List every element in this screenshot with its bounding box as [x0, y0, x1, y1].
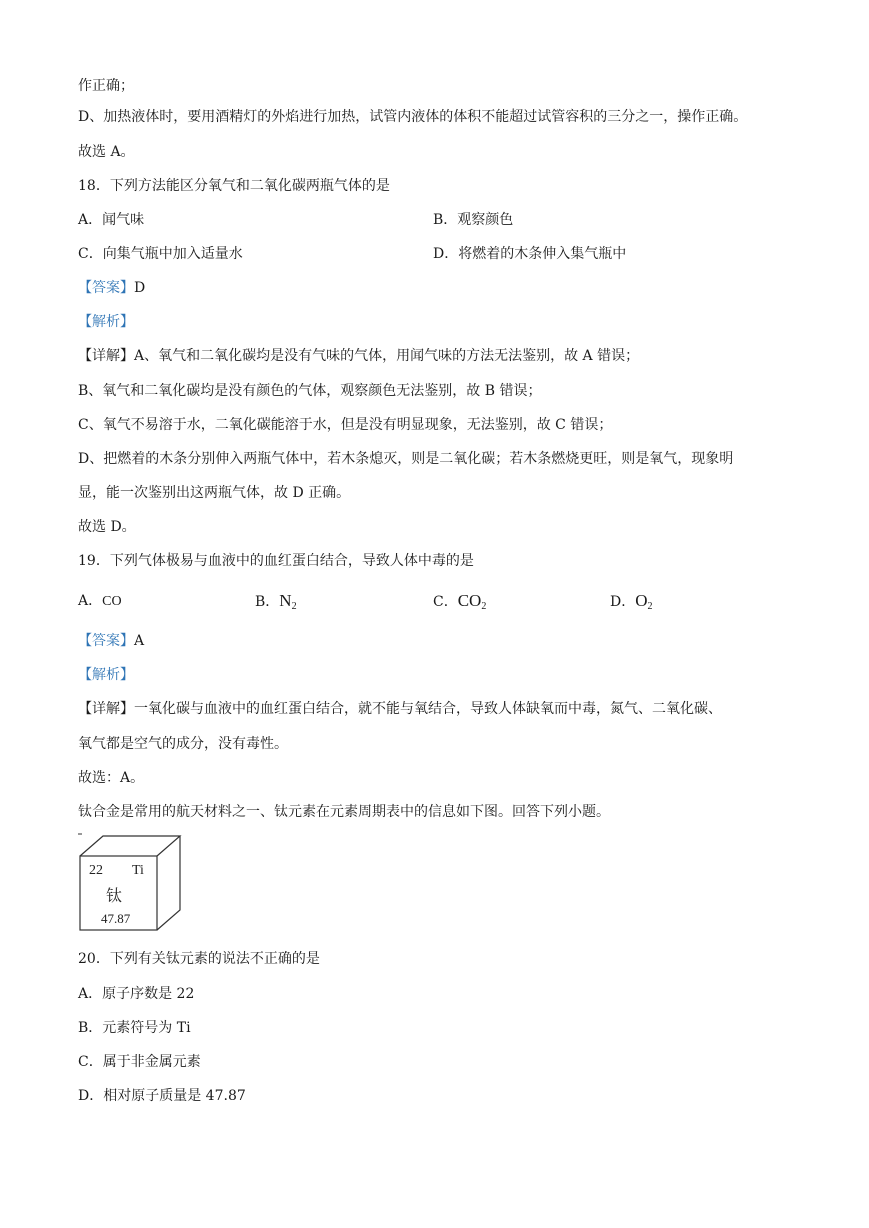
answer-value: A — [134, 633, 145, 649]
answer-tag: 【答案】 — [78, 280, 134, 296]
analysis-tag: 【解析】 — [78, 314, 134, 330]
formula-co2: $CO_2$ — [457, 591, 487, 612]
option-20-d: D．相对原子质量是 47.87 — [78, 1088, 246, 1104]
select-18: 故选 D。 — [78, 519, 136, 535]
element-card-frame — [76, 832, 186, 932]
option-19-a — [78, 591, 122, 612]
option-18-c: C．向集气瓶中加入适量水 — [78, 246, 243, 262]
detail-19-2: 氧气都是空气的成分，没有毒性。 — [78, 736, 288, 752]
text-line: 故选 A。 — [78, 144, 135, 160]
detail-text: 一氧化碳与血液中的血红蛋白结合，就不能与氧结合，导致人体缺氧而中毒，氮气、二氧化碳、 — [134, 701, 722, 717]
option-label: A． — [78, 593, 103, 609]
answer-value: D — [134, 280, 146, 296]
formula-o2: $O_2$ — [635, 591, 653, 612]
atomic-mass: 47.87 — [101, 911, 131, 926]
element-symbol: Ti — [132, 863, 144, 878]
option-19-c — [433, 591, 486, 617]
answer-tag: 【答案】 — [78, 633, 134, 649]
detail-text: A、氧气和二氧化碳均是没有气味的气体，用闻气味的方法无法鉴别，故 A 错误； — [134, 348, 640, 364]
question-18: 18．下列方法能区分氧气和二氧化碳两瓶气体的是 — [78, 178, 390, 194]
atomic-number: 22 — [89, 863, 103, 878]
detail-18-d2: 显，能一次鉴别出这两瓶气体，故 D 正确。 — [78, 485, 351, 501]
detail-18-b: B、氧气和二氧化碳均是没有颜色的气体，观察颜色无法鉴别，故 B 错误； — [78, 383, 542, 399]
option-19-b — [255, 591, 297, 617]
option-18-d: D．将燃着的木条伸入集气瓶中 — [433, 246, 627, 262]
option-18-a: A．闻气味 — [78, 212, 145, 228]
element-name: 钛 — [106, 886, 123, 905]
question-19: 19．下列气体极易与血液中的血红蛋白结合，导致人体中毒的是 — [78, 553, 474, 569]
option-20-a: A．原子序数是 22 — [78, 986, 195, 1002]
formula-n2: $N_2$ — [279, 591, 297, 612]
option-18-b: B．观察颜色 — [433, 212, 514, 228]
answer-18 — [78, 278, 145, 298]
question-20: 20．下列有关钛元素的说法不正确的是 — [78, 951, 320, 967]
detail-19-1 — [78, 699, 722, 719]
select-19: 故选：A。 — [78, 770, 145, 786]
detail-tag: 【详解】 — [78, 701, 134, 717]
option-label: C． — [433, 594, 458, 610]
analysis-tag: 【解析】 — [78, 667, 134, 683]
option-20-b: B．元素符号为 Ti — [78, 1020, 191, 1036]
option-label: B． — [255, 594, 280, 610]
detail-tag: 【详解】 — [78, 348, 134, 364]
detail-18-a — [78, 346, 639, 366]
detail-18-c: C、氧气不易溶于水，二氧化碳能溶于水，但是没有明显现象，无法鉴别，故 C 错误； — [78, 417, 613, 433]
option-20-c: C．属于非金属元素 — [78, 1054, 201, 1070]
answer-19 — [78, 631, 144, 651]
intro-text: 钛合金是常用的航天材料之一、钛元素在元素周期表中的信息如下图。回答下列小题。 — [78, 804, 610, 820]
element-card-titanium — [76, 832, 186, 932]
option-label: D． — [610, 594, 636, 610]
option-19-d — [610, 591, 653, 617]
detail-18-d1: D、把燃着的木条分别伸入两瓶气体中，若木条熄灭，则是二氧化碳；若木条燃烧更旺，则是氧气，现象明 — [78, 451, 734, 467]
text-line: 作正确； — [78, 78, 134, 94]
formula-co: CO — [102, 594, 122, 609]
text-line: D、加热液体时，要用酒精灯的外焰进行加热，试管内液体的体积不能超过试管容积的三分之一，操作正确。 — [78, 109, 748, 125]
